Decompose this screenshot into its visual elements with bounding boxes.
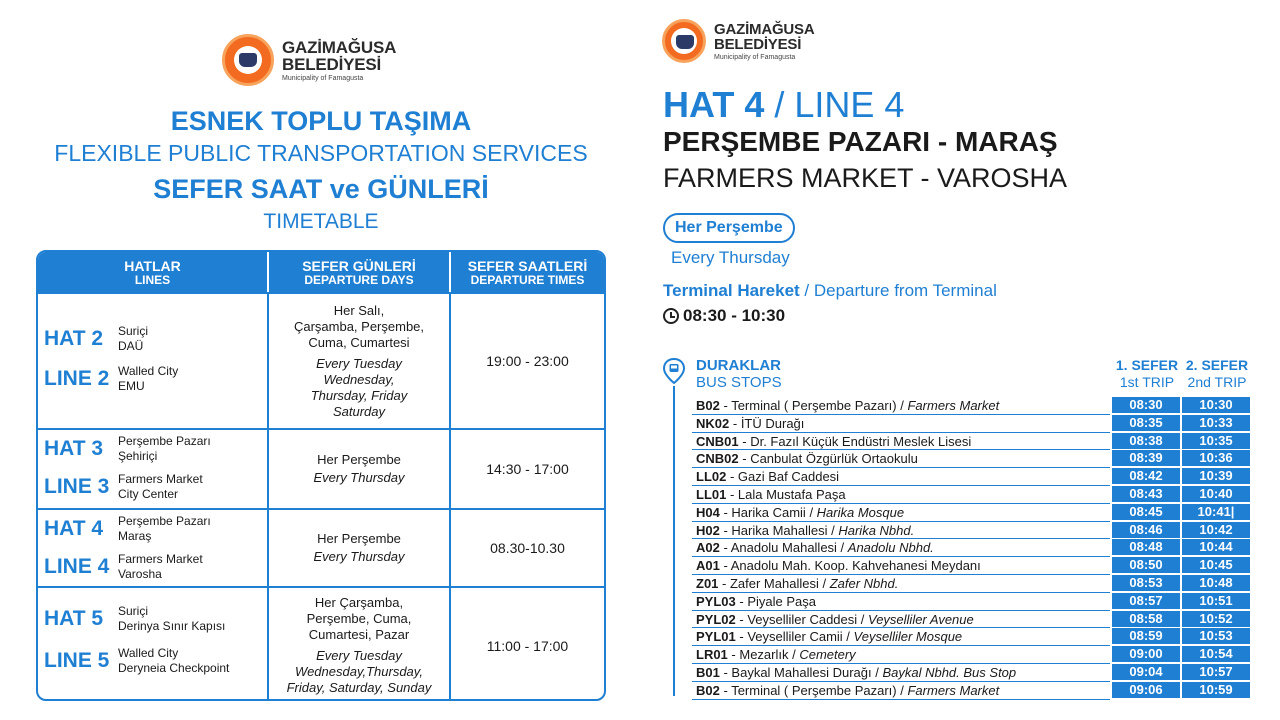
trip2-time: 10:36	[1182, 450, 1250, 466]
days-tr-line: Cuma, Cumartesi	[308, 334, 410, 350]
line-code-tr: HAT 3	[44, 437, 104, 460]
trip1-time: 08:43	[1112, 486, 1180, 502]
route-title-en: FARMERS MARKET - VAROSHA	[663, 163, 1068, 193]
stop-name: Mezarlık	[739, 647, 789, 663]
stop-label: NK02 - İTÜ Durağı	[692, 415, 1110, 433]
route-stop: Perşembe Pazarı	[118, 514, 211, 528]
trip1-time: 08:58	[1112, 611, 1180, 627]
municipality-emblem-icon	[662, 19, 706, 63]
header-lines	[38, 252, 267, 294]
route-stop: Suriçi	[118, 324, 149, 338]
stop-name: Veyselliler Camii	[747, 629, 843, 645]
days-en-line: Every Tuesday	[316, 355, 402, 371]
days-en-line: Thursday, Friday	[310, 387, 408, 403]
trip1-time: 08:42	[1112, 468, 1180, 484]
header-days-en: DEPARTURE DAYS	[304, 273, 414, 288]
municipality-emblem-icon	[222, 34, 274, 86]
trip1-time: 09:04	[1112, 664, 1180, 680]
trip2-header-en: 2nd TRIP	[1187, 374, 1247, 390]
route-line	[663, 358, 685, 696]
trip2-time: 10:42	[1182, 522, 1250, 538]
line-code-en: LINE 5	[44, 649, 110, 672]
list-item	[692, 522, 1252, 540]
table-header	[38, 252, 604, 294]
list-item	[692, 628, 1252, 646]
bus-stop-pin-icon	[663, 358, 685, 384]
route-stop: DAÜ	[118, 339, 144, 353]
stop-label: CNB02 - Canbulat Özgürlük Ortaokulu	[692, 450, 1110, 468]
line-code-en: LINE 3	[44, 475, 110, 498]
stop-label: LL02 - Gazi Baf Caddesi	[692, 468, 1110, 486]
list-item	[692, 415, 1252, 433]
stop-label: LR01 - Mezarlık / Cemetery	[692, 646, 1110, 664]
days-en-line: Every Tuesday	[316, 648, 402, 663]
header-days	[267, 252, 449, 294]
trip2-time: 10:57	[1182, 664, 1250, 680]
list-item	[692, 611, 1252, 629]
trip1-time: 08:59	[1112, 628, 1180, 644]
trip1-time: 09:06	[1112, 682, 1180, 698]
days-tr-line: Çarşamba, Perşembe,	[293, 318, 425, 334]
header-days-tr: SEFER GÜNLERİ	[302, 257, 416, 274]
trip1-time: 08:50	[1112, 557, 1180, 573]
stop-label: PYL02 - Veyselliler Caddesi / Veyselliler Avenue	[692, 611, 1110, 629]
days-tr-line: Perşembe, Cuma,	[306, 611, 412, 626]
stop-name: Canbulat Özgürlük Ortaokulu	[750, 451, 918, 467]
stop-name: Piyale Paşa	[747, 593, 816, 609]
list-item	[692, 593, 1252, 611]
logo-name-line1: GAZİMAĞUSA	[714, 20, 815, 38]
stop-name-en: Harika Nbhd.	[838, 522, 915, 538]
stop-code: CNB01	[696, 433, 739, 449]
line-title-tr: HAT 4	[663, 84, 765, 125]
stop-name-en: Anadolu Nbhd.	[847, 540, 934, 556]
days-tr-line: Her Çarşamba,	[314, 595, 404, 610]
days-tr-line: Her Salı,	[333, 302, 385, 318]
stop-name: Lala Mustafa Paşa	[737, 486, 846, 502]
header-times	[449, 252, 604, 294]
day-badge: Her Perşembe	[663, 213, 795, 243]
list-item	[692, 450, 1252, 468]
stop-name-en: Baykal Nbhd. Bus Stop	[882, 664, 1017, 680]
stop-name: Harika Mahallesi	[731, 522, 828, 538]
logo-name-line2: BELEDİYESİ	[282, 54, 382, 74]
stop-name: Anadolu Mahallesi	[730, 540, 837, 556]
municipality-logo-left	[222, 34, 396, 86]
trip2-time: 10:44	[1182, 539, 1250, 555]
logo-tagline: Municipality of Famagusta	[282, 74, 364, 82]
line-code-en: LINE 2	[44, 367, 110, 390]
route-stop: City Center	[118, 487, 179, 501]
days-tr-line: Her Perşembe	[317, 452, 401, 467]
line-code-tr: HAT 5	[44, 607, 104, 630]
list-item	[692, 575, 1252, 593]
days-tr-line: Her Perşembe	[317, 531, 401, 546]
stop-code: H02	[696, 522, 720, 538]
departure-times: 08.30-10.30	[449, 510, 604, 586]
days-en-line: Saturday	[332, 403, 386, 419]
trip1-header-en: 1st TRIP	[1119, 374, 1175, 390]
trip1-header-tr: 1. SEFER	[1115, 357, 1179, 373]
stops-header-en: BUS STOPS	[696, 374, 782, 391]
trip2-header	[1182, 357, 1252, 391]
trip1-time: 08:57	[1112, 593, 1180, 609]
stop-name: Terminal ( Perşembe Pazarı)	[731, 398, 897, 413]
departure-times: 11:00 - 17:00	[449, 588, 604, 701]
departure-label-tr: Terminal Hareket	[663, 281, 800, 300]
stop-name: İTÜ Durağı	[740, 415, 805, 431]
line-title-sep: /	[764, 84, 795, 125]
stop-code: CNB02	[696, 451, 739, 467]
stop-name: Zafer Mahallesi	[729, 575, 819, 591]
route-stop: Deryneia Checkpoint	[118, 661, 230, 675]
header-times-tr: SEFER SAATLERİ	[467, 257, 588, 274]
stop-code: PYL03	[696, 593, 736, 609]
stop-name-en: Zafer Nbhd.	[829, 575, 899, 591]
stops-list	[692, 397, 1252, 700]
departure-days	[267, 430, 449, 508]
route-stop: Farmers Market	[118, 472, 203, 486]
days-en-line: Every Thursday	[313, 470, 405, 485]
departure-times: 19:00 - 23:00	[449, 294, 604, 428]
departure-days	[267, 294, 449, 428]
line-code-tr: HAT 2	[44, 327, 104, 350]
table-row	[38, 428, 604, 508]
route-stop: Şehiriçi	[118, 449, 158, 463]
days-en-line: Wednesday,	[323, 371, 395, 387]
route-stop: Walled City	[118, 364, 179, 378]
list-item	[692, 646, 1252, 664]
stop-code: Z01	[696, 575, 719, 591]
stop-code: LL02	[696, 469, 727, 485]
stop-name: Baykal Mahallesi Durağı	[731, 664, 872, 680]
stop-name: Gazi Baf Caddesi	[737, 469, 840, 485]
trip1-time: 08:53	[1112, 575, 1180, 591]
logo-tagline: Municipality of Famagusta	[714, 53, 796, 61]
stop-name: Terminal ( Perşembe Pazarı)	[731, 682, 897, 698]
trip2-time: 10:48	[1182, 575, 1250, 591]
municipality-logo-right	[662, 19, 815, 63]
list-item	[692, 433, 1252, 451]
list-item	[692, 664, 1252, 682]
stop-label: H02 - Harika Mahallesi / Harika Nbhd.	[692, 522, 1110, 540]
table-row	[38, 586, 604, 701]
trip2-time: 10:54	[1182, 646, 1250, 662]
stop-code: B01	[696, 664, 720, 680]
stop-label: H04 - Harika Camii / Harika Mosque	[692, 504, 1110, 522]
route-stop: Derinya Sınır Kapısı	[118, 619, 226, 633]
trip1-time: 09:00	[1112, 646, 1180, 662]
stop-code: B02	[696, 682, 720, 698]
departure-days	[267, 588, 449, 701]
stop-label: B02 - Terminal ( Perşembe Pazarı) / Farmers Market	[692, 397, 1110, 415]
list-item	[692, 468, 1252, 486]
trip2-time: 10:41|	[1182, 504, 1250, 520]
left-title-en: FLEXIBLE PUBLIC TRANSPORTATION SERVICES	[54, 140, 588, 166]
left-subtitle-en: TIMETABLE	[263, 210, 379, 233]
logo-name-line1: GAZİMAĞUSA	[282, 37, 397, 57]
route-stop: Varosha	[118, 567, 162, 581]
route-stop: Suriçi	[118, 604, 149, 618]
trip2-time: 10:30	[1182, 397, 1250, 413]
table-row	[38, 508, 604, 586]
stop-label: A02 - Anadolu Mahallesi / Anadolu Nbhd.	[692, 539, 1110, 557]
left-title-tr: ESNEK TOPLU TAŞIMA	[170, 106, 472, 136]
timetable-table	[36, 250, 606, 701]
list-item	[692, 397, 1252, 415]
table-row	[38, 292, 604, 428]
stop-label: B02 - Terminal ( Perşembe Pazarı) / Farmers Market	[692, 682, 1110, 700]
trip1-time: 08:38	[1112, 433, 1180, 449]
line-title	[663, 84, 904, 126]
stop-name-en: Cemetery	[799, 647, 856, 663]
stop-code: B02	[696, 398, 720, 413]
departure-label	[663, 281, 997, 301]
logo-name-line2: BELEDİYESİ	[714, 35, 802, 53]
stop-code: A01	[696, 558, 720, 574]
stop-code: NK02	[696, 415, 730, 431]
days-en-line: Every Thursday	[313, 549, 405, 564]
days-en-line: Wednesday,Thursday,	[295, 664, 423, 679]
route-stop: Maraş	[118, 529, 152, 543]
departure-label-en: / Departure from Terminal	[799, 281, 997, 300]
alarm-clock-icon	[663, 308, 679, 324]
left-subtitle-tr: SEFER SAAT ve GÜNLERİ	[153, 174, 489, 204]
stop-label: LL01 - Lala Mustafa Paşa	[692, 486, 1110, 504]
trip1-time: 08:35	[1112, 415, 1180, 431]
stop-name-en: Farmers Market	[907, 682, 1000, 698]
line-code-tr: HAT 4	[44, 517, 104, 540]
trip2-time: 10:45	[1182, 557, 1250, 573]
trip2-time: 10:35	[1182, 433, 1250, 449]
trip2-time: 10:52	[1182, 611, 1250, 627]
stop-name-en: Harika Mosque	[816, 504, 905, 520]
departure-days	[267, 510, 449, 586]
days-en-line: Friday, Saturday, Sunday	[286, 680, 432, 695]
trip2-time: 10:51	[1182, 593, 1250, 609]
stop-name-en: Veyselliler Mosque	[853, 629, 963, 645]
header-lines-en: LINES	[134, 273, 171, 288]
list-item	[692, 557, 1252, 575]
days-tr-line: Cumartesi, Pazar	[308, 627, 410, 642]
list-item	[692, 539, 1252, 557]
stop-name-en: Farmers Market	[907, 398, 1000, 413]
list-item	[692, 504, 1252, 522]
list-item	[692, 682, 1252, 700]
stops-header-tr: DURAKLAR	[696, 357, 781, 374]
trip2-time: 10:53	[1182, 628, 1250, 644]
stop-code: LL01	[696, 486, 727, 502]
stop-name: Veyselliler Caddesi	[747, 611, 858, 627]
departure-times: 14:30 - 17:00	[449, 430, 604, 508]
stop-code: LR01	[696, 647, 728, 663]
route-stop: Perşembe Pazarı	[118, 434, 211, 448]
stop-label: B01 - Baykal Mahallesi Durağı / Baykal Nbhd. Bus Stop	[692, 664, 1110, 682]
route-title-tr: PERŞEMBE PAZARI - MARAŞ	[663, 126, 1058, 157]
trip1-time: 08:45	[1112, 504, 1180, 520]
stop-name: Dr. Fazıl Küçük Endüstri Meslek Lisesi	[750, 433, 972, 449]
stop-code: PYL02	[696, 611, 736, 627]
trip2-time: 10:40	[1182, 486, 1250, 502]
stop-label: Z01 - Zafer Mahallesi / Zafer Nbhd.	[692, 575, 1110, 593]
stop-label: A01 - Anadolu Mah. Koop. Kahvehanesi Meydanı	[692, 557, 1110, 575]
stop-name: Harika Camii	[731, 504, 806, 520]
header-lines-tr: HATLAR	[124, 257, 181, 274]
trip2-header-tr: 2. SEFER	[1185, 357, 1249, 373]
trip2-time: 10:39	[1182, 468, 1250, 484]
stops-header	[696, 357, 782, 391]
stop-name-en: Veyselliler Avenue	[868, 611, 974, 627]
time-range: 08:30 - 10:30	[683, 306, 786, 325]
line-title-en: LINE 4	[794, 84, 905, 125]
stop-label: PYL01 - Veyselliler Camii / Veyselliler Mosque	[692, 628, 1110, 646]
stop-code: H04	[696, 504, 720, 520]
stop-label: PYL03 - Piyale Paşa	[692, 593, 1110, 611]
list-item	[692, 486, 1252, 504]
stop-name: Anadolu Mah. Koop. Kahvehanesi Meydanı	[730, 558, 981, 574]
stop-label: CNB01 - Dr. Fazıl Küçük Endüstri Meslek Lisesi	[692, 433, 1110, 451]
route-stop: Farmers Market	[118, 552, 203, 566]
trip1-header	[1112, 357, 1182, 391]
departure-time	[663, 306, 785, 326]
trip1-time: 08:30	[1112, 397, 1180, 413]
trip1-time: 08:46	[1112, 522, 1180, 538]
header-times-en: DEPARTURE TIMES	[470, 273, 585, 288]
trip2-time: 10:59	[1182, 682, 1250, 698]
trip1-time: 08:39	[1112, 450, 1180, 466]
trip1-time: 08:48	[1112, 539, 1180, 555]
route-stop: Walled City	[118, 646, 179, 660]
line-code-en: LINE 4	[44, 555, 110, 578]
trip2-time: 10:33	[1182, 415, 1250, 431]
stop-code: A02	[696, 540, 720, 556]
day-en: Every Thursday	[671, 248, 790, 267]
stop-code: PYL01	[696, 629, 736, 645]
route-stop: EMU	[118, 379, 145, 393]
